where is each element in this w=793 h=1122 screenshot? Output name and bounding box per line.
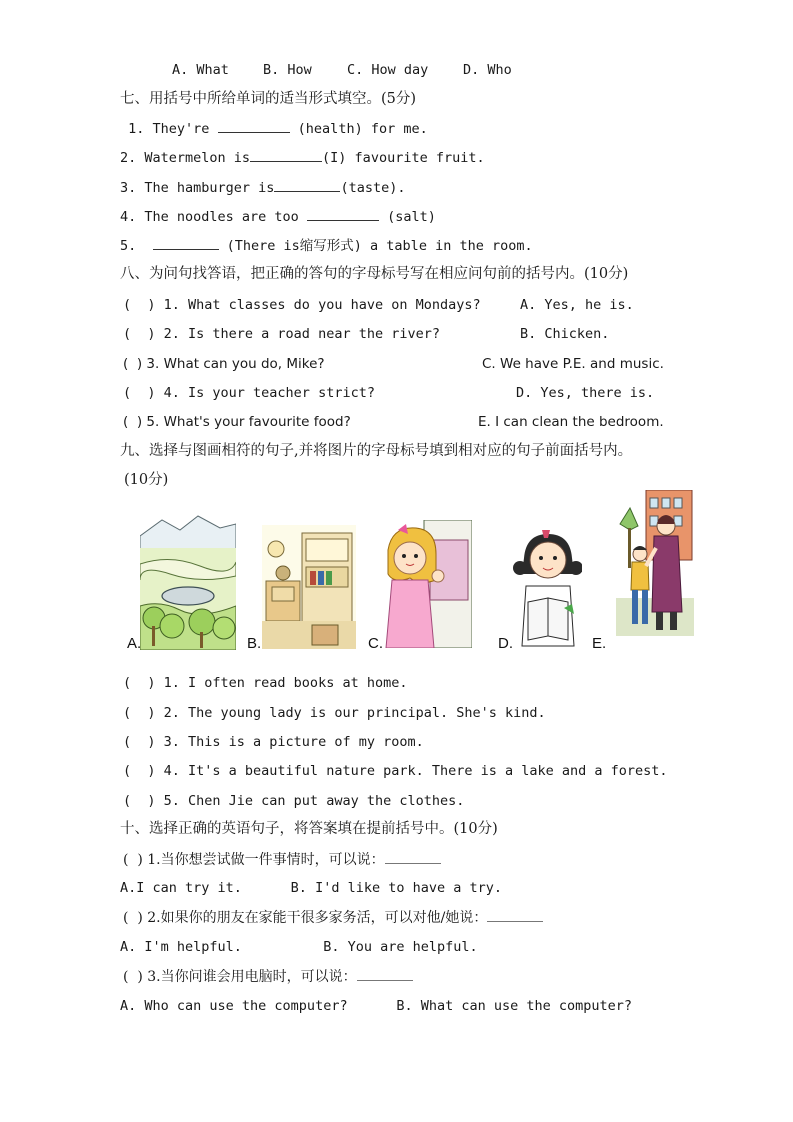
picture-label-a: A.: [127, 635, 142, 652]
answer-blank[interactable]: [487, 908, 543, 922]
answer-blank[interactable]: [250, 148, 322, 162]
s8-answer-a: A. Yes, he is.: [520, 297, 634, 313]
s7-item-5: 5. (There is缩写形式) a table in the room.: [120, 238, 533, 254]
picture-room: [262, 525, 356, 649]
answer-blank[interactable]: [385, 850, 441, 864]
s10-question-1: ( ) 1.当你想尝试做一件事情时，可以说：: [123, 850, 441, 869]
s8-question-2: ( ) 2. Is there a road near the river?: [123, 326, 440, 342]
s7-item-3: 3. The hamburger is (taste).: [120, 180, 406, 196]
s7-item-1: 1. They're (health) for me.: [120, 121, 428, 137]
answer-blank[interactable]: [274, 178, 340, 192]
option-b: B. How: [263, 62, 312, 78]
section7-heading: 七、用括号中所给单词的适当形式填空。(5分): [120, 91, 417, 107]
s9-item-3: ( ) 3. This is a picture of my room.: [123, 734, 424, 750]
answer-blank[interactable]: [357, 967, 413, 981]
picture-label-c: C.: [368, 635, 383, 652]
s10-options-3: A. Who can use the computer? B. What can use the computer?: [120, 998, 633, 1014]
picture-label-e: E.: [592, 635, 607, 652]
s9-item-4: ( ) 4. It's a beautiful nature park. There is a lake and a forest.: [123, 763, 668, 779]
section8-heading: 八、为问句找答语，把正确的答句的字母标号写在相应问句前的括号内。(10分): [120, 266, 629, 282]
section9-points: (10分): [124, 472, 169, 488]
option-d: D. Who: [463, 62, 512, 78]
picture-principal: [616, 490, 694, 636]
s9-item-1: ( ) 1. I often read books at home.: [123, 675, 408, 691]
s10-question-2: ( ) 2.如果你的朋友在家能干很多家务活，可以对他/她说：: [123, 908, 543, 927]
s10-question-3: ( ) 3.当你问谁会用电脑时，可以说：: [123, 967, 413, 986]
s8-question-3: ( ) 3. What can you do, Mike?: [123, 356, 325, 372]
s7-item-4: 4. The noodles are too (salt): [120, 209, 436, 225]
s8-question-5: ( ) 5. What's your favourite food?: [123, 414, 351, 430]
picture-nature-park: [140, 514, 236, 650]
answer-blank[interactable]: [307, 207, 379, 221]
s7-item-2: 2. Watermelon is (I) favourite fruit.: [120, 150, 485, 166]
option-c: C. How day: [347, 62, 429, 78]
section9-heading: 九、选择与图画相符的句子,并将图片的字母标号填到相对应的句子前面括号内。: [120, 443, 633, 459]
s8-answer-d: D. Yes, there is.: [516, 385, 655, 401]
s8-answer-e: E. I can clean the bedroom.: [478, 414, 664, 430]
s8-question-4: ( ) 4. Is your teacher strict?: [123, 385, 375, 401]
s8-answer-c: C. We have P.E. and music.: [482, 356, 664, 372]
picture-girl-clothes: [380, 520, 472, 648]
s10-options-2: A. I'm helpful. B. You are helpful.: [120, 939, 478, 955]
picture-label-b: B.: [247, 635, 262, 652]
s8-question-1: ( ) 1. What classes do you have on Mondays?: [123, 297, 481, 313]
option-a: A. What: [172, 62, 229, 78]
picture-girl-reading: [512, 528, 582, 648]
s9-item-5: ( ) 5. Chen Jie can put away the clothes.: [123, 793, 465, 809]
s10-options-1: A.I can try it. B. I'd like to have a try.: [120, 880, 503, 896]
s8-answer-b: B. Chicken.: [520, 326, 610, 342]
picture-label-d: D.: [498, 635, 513, 652]
answer-blank[interactable]: [218, 119, 290, 133]
answer-blank[interactable]: [153, 236, 219, 250]
section10-heading: 十、选择正确的英语句子，将答案填在提前括号中。(10分): [120, 821, 498, 837]
s9-item-2: ( ) 2. The young lady is our principal. She's kind.: [123, 705, 546, 721]
